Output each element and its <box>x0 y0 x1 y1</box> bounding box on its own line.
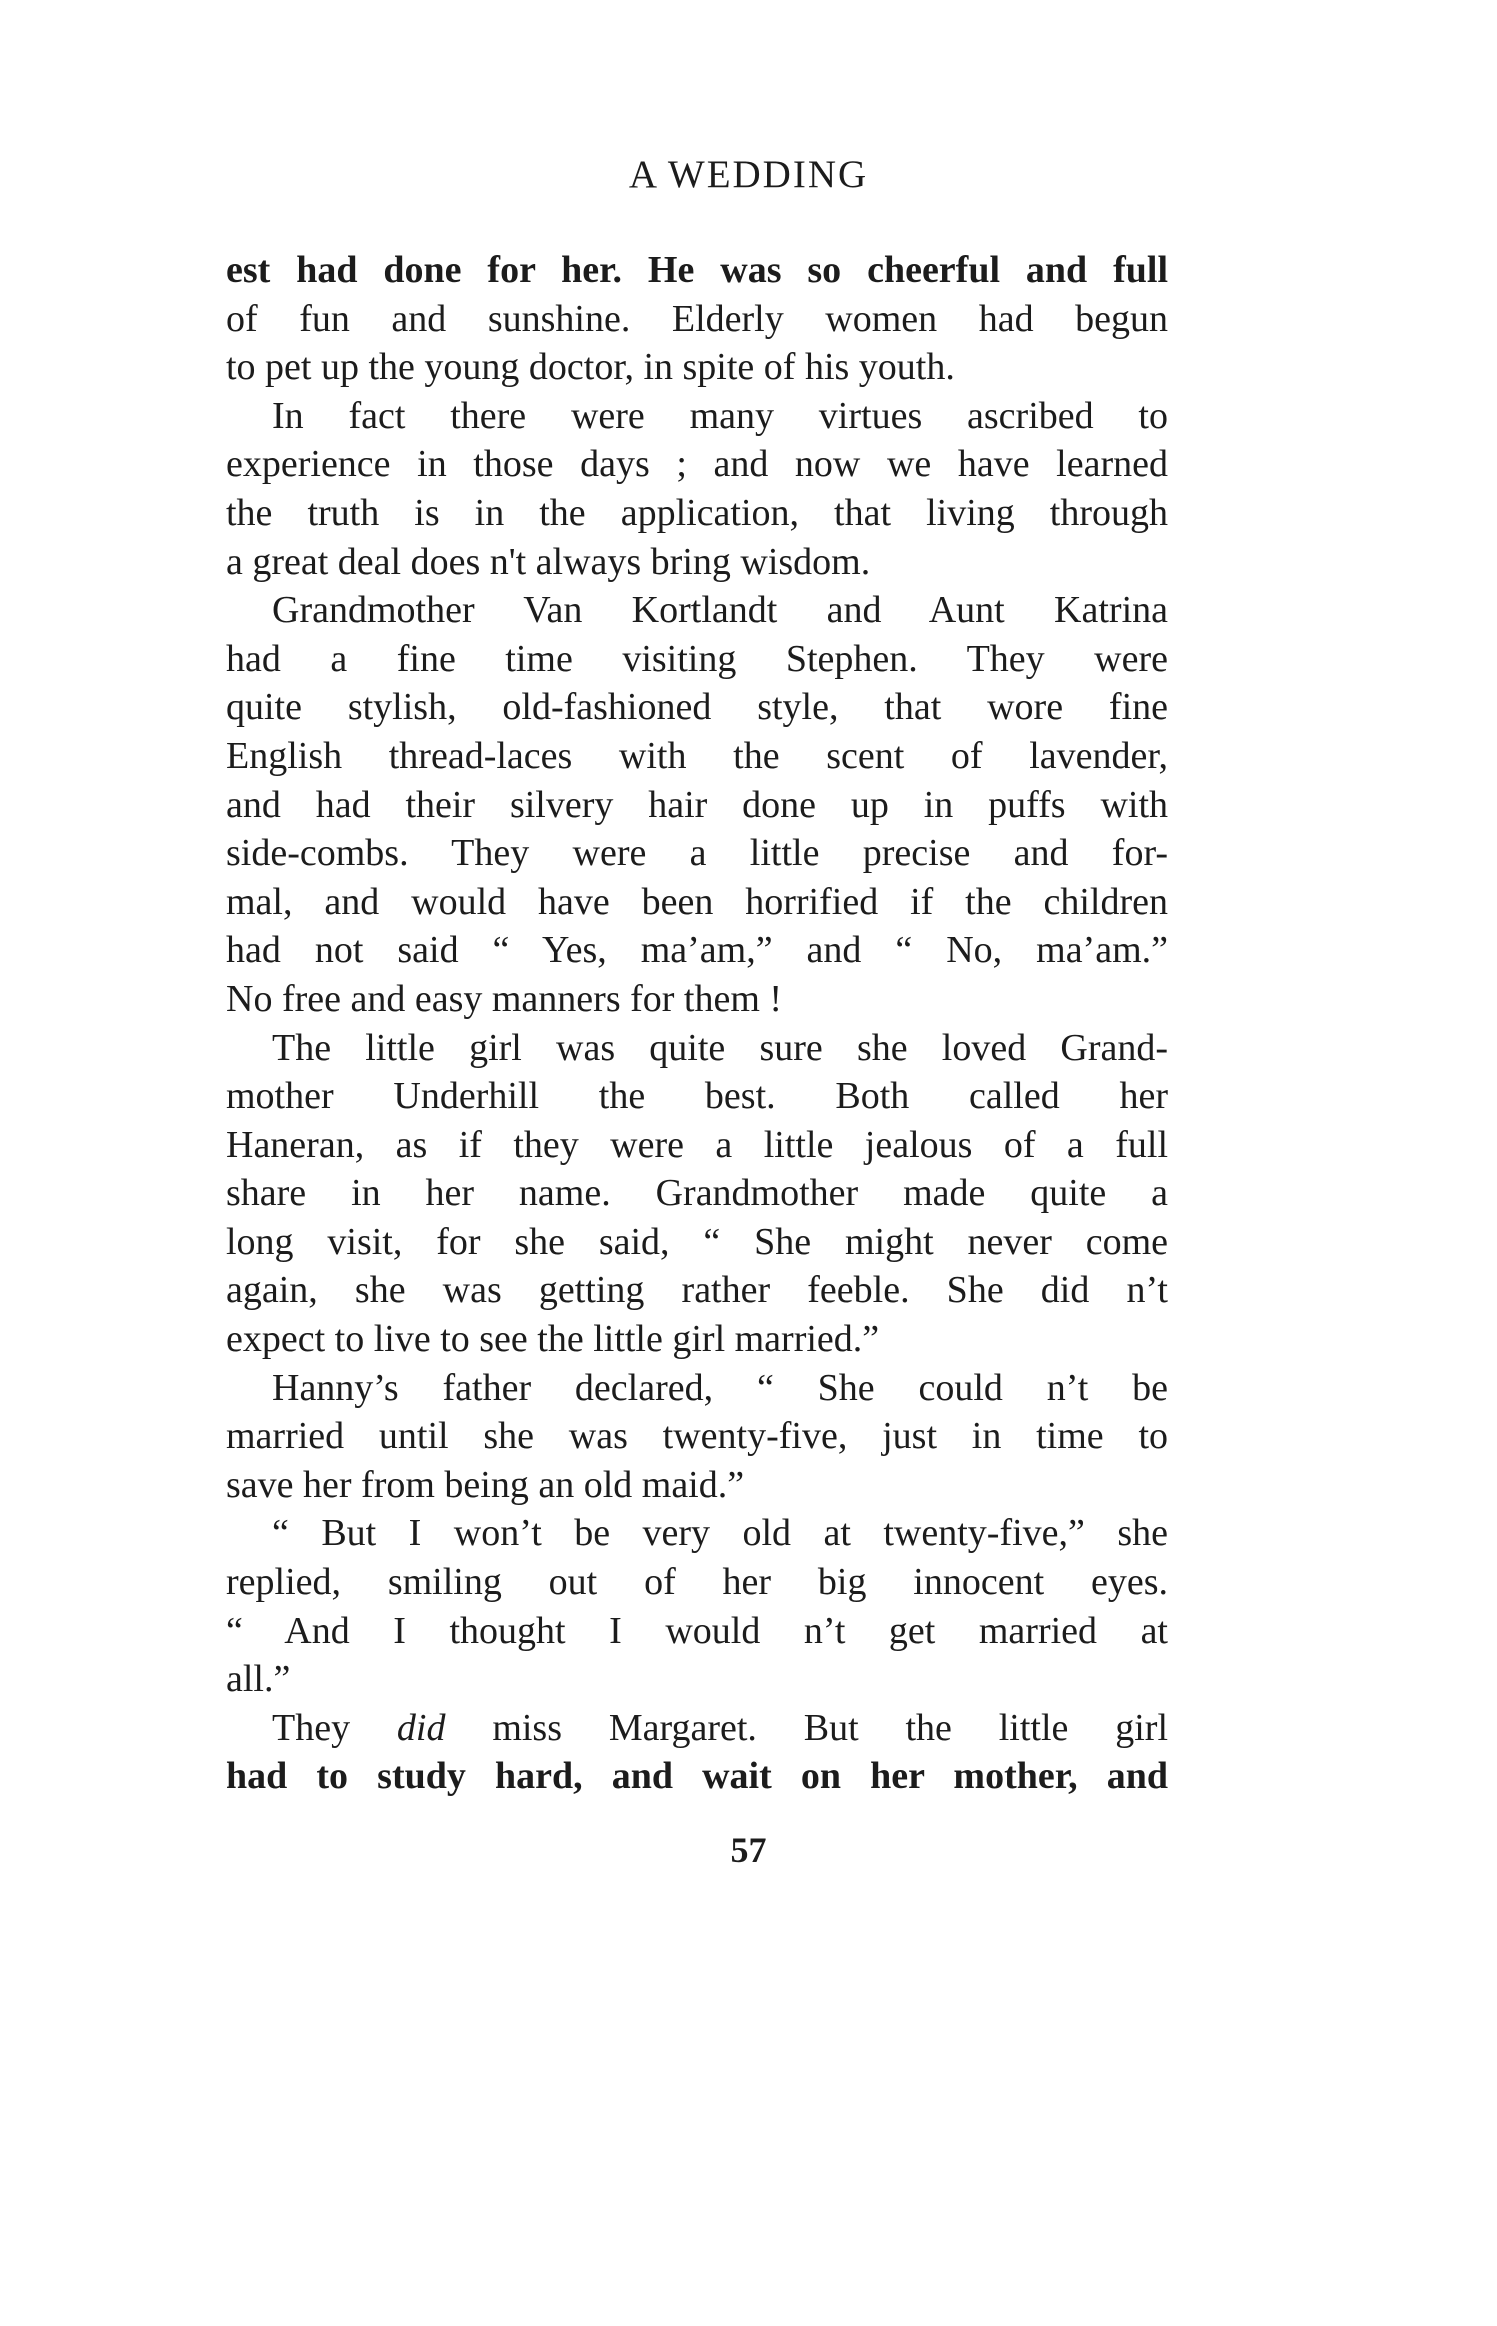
text-line: save her from being an old maid.” <box>226 1463 745 1506</box>
text-line: the truth is in the application, that living through <box>226 491 1168 534</box>
emphasis: did <box>396 1706 446 1749</box>
text-line: a great deal does n't always bring wisdom. <box>226 540 871 583</box>
text-line: quite stylish, old-fashioned style, that wore fine <box>226 686 1168 729</box>
text-line: again, she was getting rather feeble. She did n’t <box>226 1269 1168 1312</box>
text-line: had not said “ Yes, ma’am,” and “ No, ma’am.” <box>226 929 1168 972</box>
text-line: Grandmother Van Kortlandt and Aunt Katrina <box>272 589 1168 632</box>
text-line: experience in those days ; and now we have learned <box>226 443 1168 486</box>
text-line: share in her name. Grandmother made quite a <box>226 1172 1168 1215</box>
text-line: No free and easy manners for them ! <box>226 977 783 1020</box>
text-line: all.” <box>226 1658 291 1701</box>
running-head: A WEDDING <box>628 153 869 196</box>
text-line: to pet up the young doctor, in spite of his youth. <box>226 346 955 389</box>
text-line: replied, smiling out of her big innocent eyes. <box>226 1561 1168 1604</box>
text-line: long visit, for she said, “ She might never come <box>226 1220 1168 1263</box>
text-line: mother Underhill the best. Both called her <box>226 1075 1168 1118</box>
text-line: “ And I thought I would n’t get married at <box>226 1609 1168 1652</box>
text-line: In fact there were many virtues ascribed to <box>272 394 1168 437</box>
text-line: The little girl was quite sure she loved Grand- <box>272 1026 1168 1069</box>
text-line: had a fine time visiting Stephen. They were <box>226 637 1168 680</box>
text-line: married until she was twenty-five, just in time to <box>226 1415 1168 1458</box>
text-line: English thread-laces with the scent of lavender, <box>226 734 1168 777</box>
text-line: had to study hard, and wait on her mother, and <box>226 1755 1168 1798</box>
text-line: mal, and would have been horrified if the children <box>226 880 1168 923</box>
text-line: expect to live to see the little girl married.” <box>226 1318 880 1361</box>
body-text <box>226 246 1168 1801</box>
text-line: and had their silvery hair done up in puffs with <box>226 783 1168 826</box>
text-line: “ But I won’t be very old at twenty-five,” she <box>272 1512 1168 1555</box>
page-number: 57 <box>730 1830 767 1870</box>
text-line: They did miss Margaret. But the little girl <box>272 1706 1169 1749</box>
text-line: Hanny’s father declared, “ She could n’t be <box>272 1366 1168 1409</box>
text-line: est had done for her. He was so cheerful and full <box>226 249 1168 291</box>
text-line: of fun and sunshine. Elderly women had begun <box>226 297 1168 340</box>
text-line: Haneran, as if they were a little jealous of a full <box>226 1123 1168 1166</box>
text-line: side-combs. They were a little precise and for- <box>226 832 1168 875</box>
